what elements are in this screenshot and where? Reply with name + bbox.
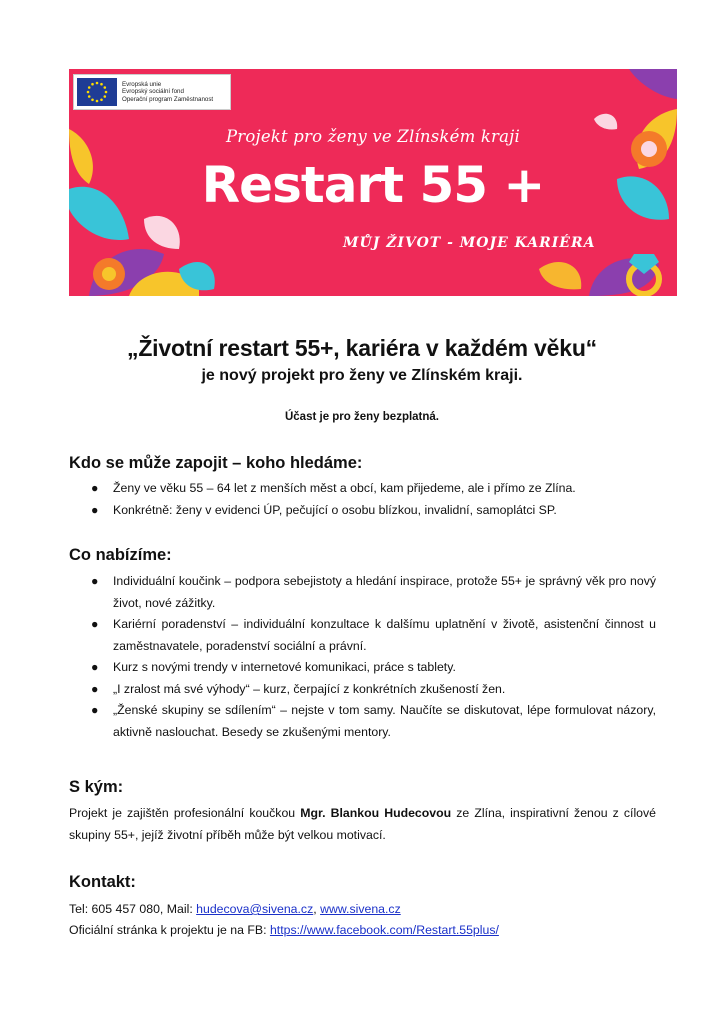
list-item-text: „I zralost má své výhody“ – kurz, čerpající z konkrétních zkušeností žen. <box>113 681 506 696</box>
bullet-icon: ● <box>91 681 99 696</box>
bullet-icon: ● <box>91 617 99 631</box>
list-item-text: Individuální koučink – podpora sebejistoty a hledání inspirace, protože 55+ je správný věk pro nový život, nové zážitky. <box>113 574 656 610</box>
banner-title: Restart 55 + <box>201 156 545 214</box>
list-item <box>69 700 656 743</box>
list-item-text: Ženy ve věku 55 – 64 let z menších měst a obcí, kam přijedeme, ale i přímo ze Zlína. <box>113 481 576 495</box>
contact-line-1 <box>69 899 656 921</box>
who-list <box>69 478 656 521</box>
list-item-text: Kurz s novými trendy v internetové komunikaci, práce s tablety. <box>113 660 456 674</box>
banner-slogan: MŮJ ŽIVOT - MOJE KARIÉRA <box>343 235 596 251</box>
coach-name: Mgr. Blankou Hudecovou <box>300 806 452 820</box>
banner-tagline: Projekt pro ženy ve Zlínském kraji <box>226 127 520 146</box>
bullet-icon: ● <box>91 574 99 588</box>
list-item-text: „Ženské skupiny se sdílením“ – nejste v tom samy. Naučíte se diskutovat, lépe formulovat názory, aktivně naslouchat. Besedy se zkušenými mentory. <box>113 703 656 739</box>
with-heading: S kým: <box>69 778 124 796</box>
coach-paragraph <box>69 803 656 846</box>
coach-text-before: Projekt je zajištěn profesionální koučkou <box>69 806 301 820</box>
bullet-icon: ● <box>91 481 99 495</box>
coach-text-after: ze Zlína, inspirativní ženou z cílové skupiny 55+, jejíž životní příběh může být velkou motivací. <box>69 806 657 842</box>
list-item <box>69 657 656 679</box>
eu-logo <box>73 74 231 110</box>
contact-separator: , <box>313 902 321 916</box>
contact-heading: Kontakt: <box>69 873 136 891</box>
who-heading: Kdo se může zapojit – koho hledáme: <box>69 454 363 472</box>
contact-phone-text: Tel: 605 457 080, Mail: <box>69 902 197 916</box>
bullet-icon: ● <box>91 502 99 517</box>
offer-heading: Co nabízíme: <box>69 546 172 564</box>
website-link[interactable]: www.sivena.cz <box>320 902 401 916</box>
list-item-text: Konkrétně: ženy v evidenci ÚP, pečující o osobu blízkou, invalidní, samoplátci SP. <box>113 502 557 517</box>
bullet-icon: ● <box>91 660 99 674</box>
contact-line-2 <box>69 920 656 942</box>
eu-flag-icon <box>77 78 117 106</box>
free-participation-note: Účast je pro ženy bezplatná. <box>284 411 439 423</box>
facebook-prefix: Oficiální stránka k projektu je na FB: <box>69 923 270 937</box>
eu-logo-text <box>122 81 213 103</box>
list-item <box>69 478 656 500</box>
list-item <box>69 679 656 701</box>
project-banner <box>69 69 677 296</box>
eu-line-3: Operační program Zaměstnanost <box>122 95 214 103</box>
offer-list <box>69 571 656 743</box>
eu-line-1: Evropská unie <box>122 80 162 88</box>
email-link[interactable]: hudecova@sivena.cz <box>196 902 314 916</box>
facebook-link[interactable]: https://www.facebook.com/Restart.55plus/ <box>269 923 499 937</box>
page-subtitle: je nový projekt pro ženy ve Zlínském kraji. <box>201 367 523 384</box>
eu-line-2: Evropský sociální fond <box>122 88 184 96</box>
page-title: „Životní restart 55+, kariéra v každém věku“ <box>127 335 597 361</box>
list-item <box>69 500 656 522</box>
list-item-text: Kariérní poradenství – individuální konzultace k dalšímu uplatnění v životě, asistenční činnost u zaměstnavatele, poradenství sociální a právní. <box>113 617 656 653</box>
list-item <box>69 571 656 614</box>
list-item <box>69 614 656 657</box>
bullet-icon: ● <box>91 703 99 717</box>
